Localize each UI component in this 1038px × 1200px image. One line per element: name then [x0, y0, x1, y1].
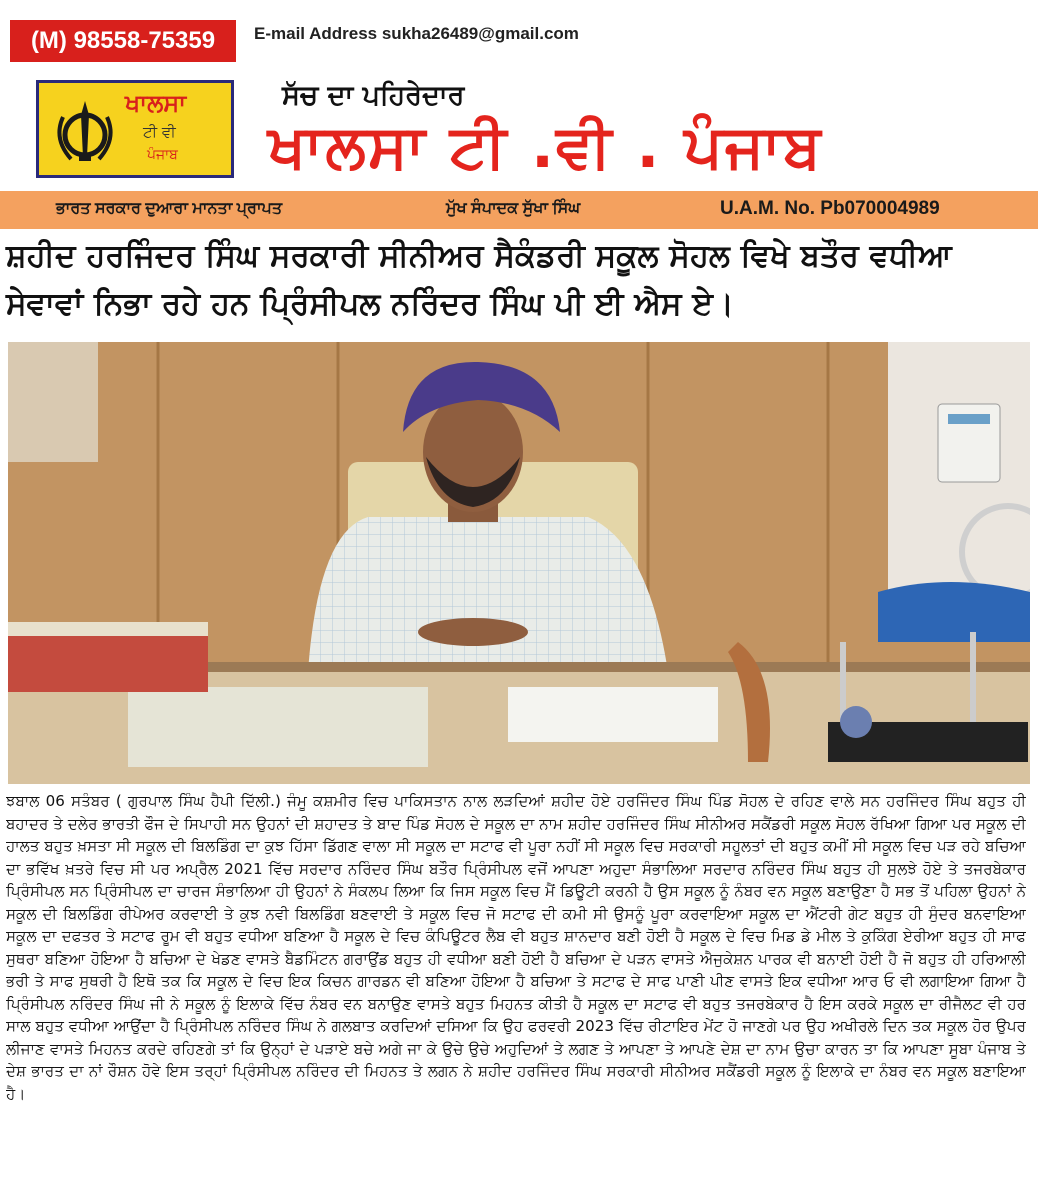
channel-name: ਖਾਲਸਾ ਟੀ .ਵੀ . ਪੰਜਾਬ: [268, 112, 823, 182]
logo-text-tv: ਟੀ ਵੀ: [143, 123, 176, 141]
article-body: ਝਬਾਲ 06 ਸਤੰਬਰ ( ਗੁਰਪਾਲ ਸਿੰਘ ਹੈਪੀ ਦਿੱਲੀ.) ਜੰਮੂ ਕਸ਼ਮੀਰ ਵਿਚ ਪਾਕਿਸਤਾਨ ਨਾਲ ਲੜਦਿਆਂ ਸ਼ਹੀਦ ਹੋਏ ਹਰਜਿੰਦਰ ਸਿੰਘ ਪਿੰਡ ਸੋਹਲ ਦੇ ਰਹਿਣ ਵਾਲੇ ਸਨ ਹਰਜਿੰਦਰ ਸਿੰਘ ਬਹੁਤ ਹੀ ਬਹਾਦਰ ਤੇ ਦਲੇਰ ਭਾਰਤੀ ਫੌਜ ਦੇ ਸਿਪਾਹੀ ਸਨ ਉਹਨਾਂ ਦੀ ਸ਼ਹਾਦਤ ਤੇ ਬਾਦ ਪਿੰਡ ਸੋਹਲ ਦੇ ਸਕੂਲ ਦਾ ਨਾਮ ਸ਼ਹੀਦ ਹਰਜਿੰਦਰ ਸਿੰਘ ਸੀਨੀਅਰ ਸਕੈਂਡਰੀ ਸਕੂਲ ਸੋਹਲ ਰੱਖਿਆ ਗਿਆ ਪਰ ਸਕੂਲ ਦੀ ਹਾਲਤ ਬਹੁਤ ਖ਼ਸਤਾ ਸੀ ਸਕੂਲ ਦੀ ਬਿਲਡਿੰਗ ਦਾ ਕੁਝ ਹਿੱਸਾ ਡਿੱਗਣ ਵਾਲਾ ਸੀ ਸਕੂਲ ਦਾ ਸਟਾਫ ਵੀ ਪੂਰਾ ਨਹੀਂ ਸੀ ਸਕੂਲ ਵਿਚ ਸਰਕਾਰੀ ਸਹੂਲਤਾਂ ਦੀ ਬਹੁਤ ਕਮੀਂ ਸੀ ਸਕੂਲ ਵਿਚ ਪੜ ਰਹੇ ਬਚਿਆ ਦਾ ਭਵਿੱਖ ਖ਼ਤਰੇ ਵਿਚ ਸੀ ਪਰ ਅਪ੍ਰੈਲ 2021 ਵਿੱਚ ਸਰਦਾਰ ਨਰਿੰਦਰ ਸਿੰਘ ਬਤੌਰ ਪ੍ਰਿੰਸੀਪਲ ਵਜੋਂ ਆਪਣਾ ਅਹੁਦਾ ਸੰਭਾਲਿਆ ਸਰਦਾਰ ਨਰਿੰਦਰ ਸਿੰਘ ਬਹੁਤ ਹੀ ਸੁਲਝੇ ਹੋਏ ਤੇ ਤਜਰਬੇਕਾਰ ਪ੍ਰਿੰਸੀਪਲ ਸਨ ਪ੍ਰਿੰਸੀਪਲ ਦਾ ਚਾਰਜ ਸੰਭਾਲਿਆ ਹੀ ਉਹਨਾਂ ਨੇ ਸੰਕਲਪ ਲਿਆ ਕਿ ਜਿਸ ਸਕੂਲ ਵਿਚ ਮੈਂ ਡਿਊਟੀ ਕਰਨੀ ਹੈ ਉਸ ਸਕੂਲ ਨੂੰ ਨੰਬਰ ਵਨ ਸਕੂਲ ਬਣਾਉਣਾ ਹੈ ਸਭ ਤੋਂ ਪਹਿਲਾ ਉਹਨਾਂ ਨੇ ਸਕੂਲ ਦੀ ਬਿਲਡਿੰਗ ਰੀਪੇਅਰ ਕਰਵਾਈ ਤੇ ਕੁਝ ਨਵੀ ਬਿਲਡਿੰਗ ਬਣਵਾਈ ਤੇ ਸਕੂਲ ਵਿਚ ਜੋ ਸਟਾਫ ਦੀ ਕਮੀ ਸੀ ਉਸਨੂੰ ਪੂਰਾ ਕਰਵਾਇਆ ਸਕੂਲ ਦਾ ਐਂਟਰੀ ਗੇਟ ਬਹੁਤ ਹੀ ਸੁੰਦਰ ਬਨਵਾਇਆ ਸਕੂਲ ਦਾ ਦਫਤਰ ਤੇ ਸਟਾਫ ਰੂਮ ਵੀ ਬਹੁਤ ਵਧੀਆ ਬਣਿਆ ਹੈ ਸਕੂਲ ਦੇ ਵਿਚ ਕੰਪਿਊਟਰ ਲੈਬ ਵੀ ਬਹੁਤ ਸ਼ਾਨਦਾਰ ਬਣੀ ਹੋਈ ਹੈ ਸਕੂਲ ਦੇ ਵਿਚ ਮਿਡ ਡੇ ਮੀਲ ਤੇ ਕੁਕਿੰਗ ਏਰੀਆ ਬਹੁਤ ਹੀ ਸਾਫ ਸੁਥਰਾ ਬਣਿਆ ਹੋਇਆ ਹੈ ਬਚਿਆ ਦੇ ਖੇਡਣ ਵਾਸਤੇ ਬੈਡਮਿੰਟਨ ਗਰਾਉਂਡ ਬਹੁਤ ਹੀ ਵਧੀਆ ਬਣੀ ਹੋਈ ਹੈ ਬਚਿਆ ਦੇ ਪੜਨ ਵਾਸਤੇ ਐਜੁਕੇਸ਼ਨ ਪਾਰਕ ਵੀ ਬਨਾਈ ਹੋਈ ਹੈ ਜੋ ਬਹੁਤ ਹੀ ਹਰਿਆਲੀ ਭਰੀ ਤੇ ਸਾਫ ਸੁਥਰੀ ਹੈ ਇਥੋ ਤਕ ਕਿ ਸਕੂਲ ਦੇ ਵਿਚ ਇਕ ਕਿਚਨ ਗਾਰਡਨ ਵੀ ਬਣਿਆ ਹੋਇਆ ਹੈ ਬਚਿਆ ਤੇ ਸਟਾਫ ਦੇ ਸਾਫ ਪਾਣੀ ਪੀਣ ਵਾਸਤੇ ਇਕ ਵਧੀਆ ਆਰ ਓ ਵੀ ਲਗਾਇਆ ਗਿਆ ਹੈ ਪ੍ਰਿੰਸੀਪਲ ਨਰਿੰਦਰ ਸਿੰਘ ਜੀ ਨੇ ਸਕੂਲ ਨੂੰ ਇਲਾਕੇ ਵਿੱਚ ਨੰਬਰ ਵਨ ਬਨਾਉਣ ਵਾਸਤੇ ਬਹੁਤ ਮਿਹਨਤ ਕੀਤੀ ਹੈ ਸਕੂਲ ਦਾ ਸਟਾਫ ਵੀ ਬਹੁਤ ਤਜਰਬੇਕਾਰ ਹੈ ਇਸ ਕਰਕੇ ਸਕੂਲ ਦਾ ਰੀਜੈਲਟ ਵੀ ਹਰ ਸਾਲ ਬਹੁਤ ਵਧੀਆ ਆਉਂਦਾ ਹੈ ਪ੍ਰਿੰਸੀਪਲ ਨਰਿੰਦਰ ਸਿੰਘ ਨੇ ਗਲਬਾਤ ਕਰਦਿਆਂ ਦਸਿਆ ਕਿ ਉਹ ਫਰਵਰੀ 2023 ਵਿੱਚ ਰੀਟਾਇਰ ਮੇਂਟ ਹੋ ਜਾਣਗੇ ਪਰ ਉਹ ਅਖੀਰਲੇ ਦਿਨ ਤਕ ਸਕੂਲ ਹੋਰ ਉਪਰ ਲੀਜਾਣ ਵਾਸਤੇ ਮਿਹਨਤ ਕਰਦੇ ਰਹਿਣਗੇ ਤਾਂ ਕਿ ਉਨ੍ਹਾਂ ਦੇ ਪੜਾਏ ਬਚੇ ਅਗੇ ਜਾ ਕੇ ਉਚੇ ਉਚੇ ਅਹੁਦਿਆਂ ਤੇ ਲਗਣ ਤੇ ਆਪਣਾ ਤੇ ਆਪਣੇ ਦੇਸ਼ ਦਾ ਨਾਮ ਉਚਾ ਕਾਰਨ ਤਾ ਕਿ ਆਪਣਾ ਸੂਬਾ ਪੰਜਾਬ ਤੇ ਦੇਸ਼ ਭਾਰਤ ਦਾ ਨਾਂ ਰੌਸ਼ਨ ਹੋਵੇ ਇਸ ਤਰ੍ਹਾਂ ਪ੍ਰਿੰਸੀਪਲ ਨਰਿੰਦਰ ਦੀ ਮਿਹਨਤ ਤੇ ਲਗਨ ਨੇ ਸ਼ਹੀਦ ਹਰਜਿੰਦਰ ਸਿੰਘ ਸਰਕਾਰੀ ਸੀਨੀਅਰ ਸਕੈਂਡਰੀ ਸਕੂਲ ਨੂੰ ਇਲਾਕੇ ਦਾ ਨੰਬਰ ਵਨ ਸਕੂਲ ਬਣਾਇਆ ਹੈ।: [6, 792, 1026, 1103]
info-recognition: ਭਾਰਤ ਸਰਕਾਰ ਦੁਆਰਾ ਮਾਨਤਾ ਪ੍ਰਾਪਤ: [56, 200, 283, 217]
info-chief-editor: ਮੁੱਖ ਸੰਪਾਦਕ ਸੁੱਖਾ ਸਿੰਘ: [446, 200, 581, 217]
principal-photo: [8, 342, 1030, 784]
khanda-emblem-icon: [49, 95, 121, 167]
phone-number-badge: (M) 98558-75359: [10, 20, 236, 62]
channel-logo: [36, 80, 234, 178]
logo-text-punjab: ਪੰਜਾਬ: [147, 147, 178, 163]
logo-text-khalsa: ਖਾਲਸਾ: [125, 89, 187, 117]
email-address: E-mail Address sukha26489@gmail.com: [254, 24, 579, 43]
masthead: [0, 0, 1038, 230]
info-bar: [0, 191, 1038, 229]
office-scene-illustration: [8, 342, 1030, 784]
headline: ਸ਼ਹੀਦ ਹਰਜਿੰਦਰ ਸਿੰਘ ਸਰਕਾਰੀ ਸੀਨੀਅਰ ਸੈਕੰਡਰੀ ਸਕੂਲ ਸੋਹਲ ਵਿਖੇ ਬਤੌਰ ਵਧੀਆ ਸੇਵਾਵਾਂ ਨਿਭਾ ਰਹੇ ਹਨ ਪ੍ਰਿੰਸੀਪਲ ਨਰਿੰਦਰ ਸਿੰਘ ਪੀ ਈ ਐਸ ਏ।: [6, 238, 952, 322]
info-uam-number: U.A.M. No. Pb070004989: [720, 198, 940, 219]
tagline: ਸੱਚ ਦਾ ਪਹਿਰੇਦਾਰ: [282, 80, 465, 111]
